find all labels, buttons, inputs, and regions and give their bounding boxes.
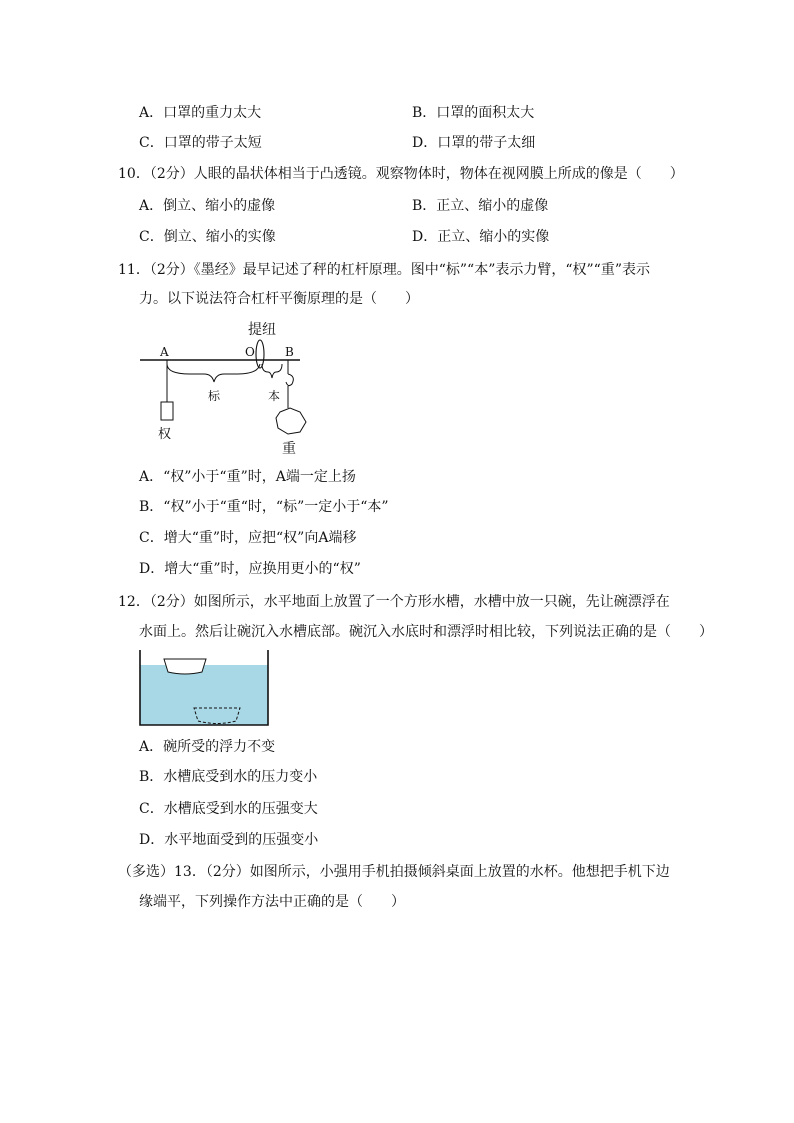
brace-ben — [262, 364, 282, 378]
q9-option-c: C．口罩的带子太短 — [139, 135, 262, 151]
q11-option-c: C．增大“重”时，应把“权”向A端移 — [139, 530, 357, 546]
q13-stem-line2: 缘端平，下列操作方法中正确的是（ ） — [139, 894, 405, 910]
q10-option-c: C．倒立、缩小的实像 — [139, 229, 276, 245]
label-zhong: 重 — [282, 441, 296, 457]
weight-quan — [161, 402, 173, 420]
steelyard-figure — [130, 312, 320, 462]
label-biao: 标 — [208, 389, 221, 403]
label-b: B — [285, 345, 294, 359]
water-tank-figure — [136, 648, 272, 730]
q10-option-b: B．正立、缩小的虚像 — [412, 198, 549, 214]
q12-option-c: C．水槽底受到水的压强变大 — [139, 801, 318, 817]
water — [140, 665, 268, 725]
q13-stem-line1: （多选）13．（2分）如图所示，小强用手机拍摄倾斜桌面上放置的水杯。他想把手机下边 — [118, 864, 670, 880]
brace-biao — [167, 364, 260, 382]
q11-option-b: B．“权”小于“重“时，“标”一定小于“本” — [139, 499, 389, 515]
q9-option-a: A．口罩的重力太大 — [139, 105, 262, 121]
stone-zhong — [276, 408, 306, 434]
q10-stem: 10．（2分）人眼的晶状体相当于凸透镜。观察物体时，物体在视网膜上所成的像是（ ） — [118, 166, 684, 182]
label-o: O — [245, 345, 255, 359]
label-tiniu: 提纽 — [248, 322, 276, 338]
label-a: A — [160, 345, 169, 359]
hook — [286, 374, 293, 386]
q12-option-a: A．碗所受的浮力不变 — [139, 739, 276, 755]
q12-stem-line1: 12．（2分）如图所示，水平地面上放置了一个方形水槽，水槽中放一只碗，先让碗漂浮在 — [118, 594, 670, 610]
q11-option-a: A．“权”小于“重”时，A端一定上扬 — [139, 469, 356, 485]
q12-stem-line2: 水面上。然后让碗沉入水槽底部。碗沉入水底时和漂浮时相比较，下列说法正确的是（ ） — [139, 624, 713, 640]
q11-stem-line1: 11．（2分）《墨经》最早记述了秤的杠杆原理。图中“标”“本”表示力臂，“权”“重”表示 — [118, 262, 650, 278]
tiniu-loop — [256, 340, 264, 368]
q10-option-d: D．正立、缩小的实像 — [412, 229, 550, 245]
q11-option-d: D．增大“重”时，应换用更小的“权” — [139, 561, 361, 577]
q12-option-d: D．水平地面受到的压强变小 — [139, 832, 319, 848]
floating-bowl — [164, 659, 206, 674]
q10-option-a: A．倒立、缩小的虚像 — [139, 198, 276, 214]
q11-stem-line2: 力。以下说法符合杠杆平衡原理的是（ ） — [139, 291, 419, 307]
q9-option-b: B．口罩的面积太大 — [412, 105, 535, 121]
q9-option-d: D．口罩的带子太细 — [412, 135, 536, 151]
label-ben: 本 — [268, 389, 281, 403]
label-quan: 权 — [158, 427, 172, 442]
q12-option-b: B．水槽底受到水的压力变小 — [139, 769, 318, 785]
